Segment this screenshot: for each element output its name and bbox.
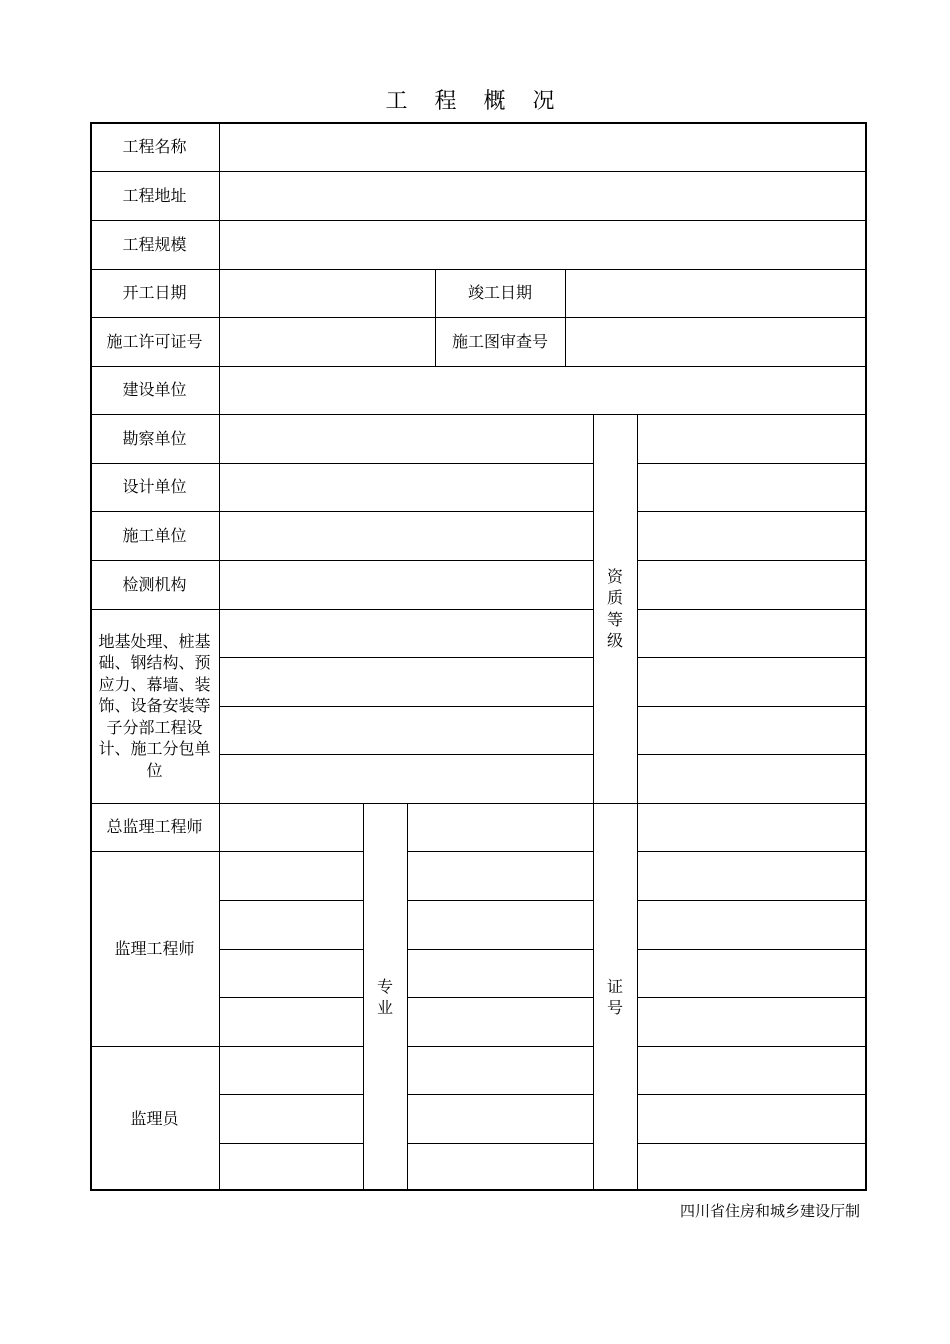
label-certificate-char-2: 号 — [606, 998, 623, 1017]
field-drawing-review[interactable] — [566, 317, 867, 366]
label-supervisor: 监理员 — [130, 1108, 179, 1128]
field-project-address[interactable] — [220, 171, 867, 220]
project-overview-table — [90, 122, 867, 1191]
label-qualification-char-4: 级 — [606, 631, 623, 650]
label-owner-unit: 建设单位 — [122, 380, 187, 400]
label-construction-unit: 施工单位 — [122, 525, 187, 545]
label-construction-permit: 施工许可证号 — [106, 331, 203, 351]
label-qualification-char-2: 质 — [606, 588, 623, 607]
field-construction-permit[interactable] — [220, 317, 435, 366]
label-subcontractor: 地基处理、桩基础、钢结构、预应力、幕墙、装饰、设备安装等子分部工程设计、施工分包单位 — [98, 631, 211, 780]
label-survey-unit: 勘察单位 — [122, 428, 187, 448]
page-title: 工 程 概 况 — [385, 89, 565, 114]
label-project-address: 工程地址 — [122, 185, 187, 205]
label-drawing-review: 施工图审查号 — [451, 331, 548, 351]
label-chief-supervisor: 总监理工程师 — [106, 817, 203, 837]
label-certificate-no — [593, 803, 637, 1191]
label-design-unit: 设计单位 — [122, 477, 187, 497]
label-testing-agency: 检测机构 — [122, 574, 187, 594]
label-specialty-char-1: 专 — [376, 976, 393, 996]
label-specialty — [363, 803, 407, 1191]
field-project-name[interactable] — [220, 122, 867, 171]
label-project-name: 工程名称 — [122, 136, 187, 156]
label-qualification-char-1: 资 — [606, 566, 623, 586]
field-start-date[interactable] — [220, 269, 435, 317]
label-specialty-char-2: 业 — [376, 998, 393, 1017]
label-supervising-engineer: 监理工程师 — [114, 938, 195, 958]
label-certificate-char-1: 证 — [606, 976, 623, 996]
footer-issuer: 四川省住房和城乡建设厅制 — [679, 1202, 860, 1220]
label-qualification-char-3: 等 — [606, 609, 623, 629]
label-start-date: 开工日期 — [122, 283, 187, 303]
field-project-scale[interactable] — [220, 220, 867, 269]
label-project-scale: 工程规模 — [122, 234, 187, 254]
label-completion-date: 竣工日期 — [467, 283, 532, 303]
field-completion-date[interactable] — [566, 269, 867, 317]
label-qualification-level — [593, 414, 637, 803]
field-owner-unit[interactable] — [220, 366, 867, 414]
